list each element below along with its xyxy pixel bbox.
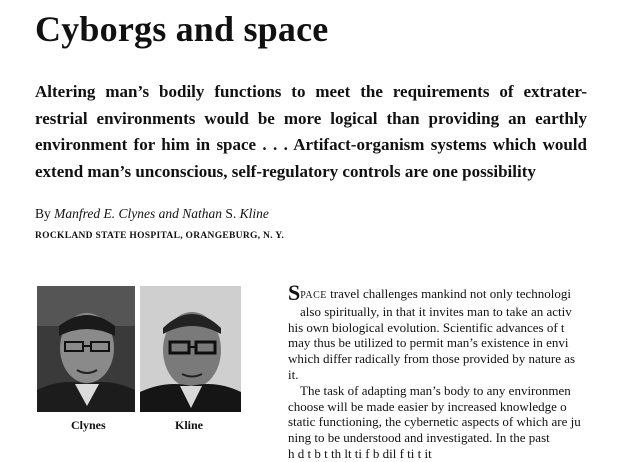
- body-line: his own biological evolution. Scientific advances of t: [288, 319, 565, 335]
- author-kline-last: Kline: [236, 206, 269, 221]
- body-line: also spiritually, in that it invites man to take an activ: [300, 303, 572, 319]
- body-line: The task of adapting man’s body to any environmen: [300, 382, 571, 398]
- article-title: Cyborgs and space: [35, 9, 329, 49]
- caption-kline: Kline: [175, 418, 204, 432]
- body-text: [288, 280, 628, 461]
- drop-cap: S: [288, 280, 301, 305]
- abstract-line: environment for him in space . . . Artifact-organism systems which would: [35, 135, 587, 154]
- abstract-line: extend man’s unconscious, self-regulatory controls are one possibility: [35, 161, 536, 181]
- author-clynes: Manfred E. Clynes: [54, 206, 156, 221]
- author-kline-first: Nathan: [182, 206, 226, 221]
- body-line: it.: [288, 366, 299, 382]
- byline-prefix: By: [35, 206, 55, 221]
- body-line: which differ radically from those provided by nature as: [288, 351, 576, 367]
- kline-photo: [140, 286, 241, 412]
- body-line-cut: h d t b t th lt ti f b dil f ti t it: [288, 445, 432, 461]
- body-line: ning to be understood and investigated. In the past: [288, 430, 550, 446]
- caption-clynes: Clynes: [71, 418, 106, 432]
- byline-conjunction: and: [155, 206, 183, 221]
- abstract: [35, 79, 587, 185]
- body-line: static functioning, the cybernetic aspects of which are ju: [288, 414, 581, 430]
- abstract-line: Altering man’s bodily functions to meet the requirements of extrater-: [35, 82, 587, 101]
- body-line-text: travel challenges mankind not only technologi: [326, 286, 571, 301]
- affiliation: ROCKLAND STATE HOSPITAL, ORANGEBURG, N. Y.: [35, 231, 285, 241]
- author-kline-initial: S.: [225, 206, 237, 221]
- body-line-1: [288, 280, 628, 305]
- body-line: choose will be made easier by increased knowledge o: [288, 398, 567, 414]
- byline: [35, 206, 269, 222]
- body-line: may thus be utilized to permit man’s existence in envi: [288, 335, 569, 351]
- small-caps-word: PACE: [300, 290, 327, 301]
- clynes-photo: [37, 286, 135, 412]
- abstract-line: restrial environments would be more logical than providing an earthly: [35, 108, 587, 128]
